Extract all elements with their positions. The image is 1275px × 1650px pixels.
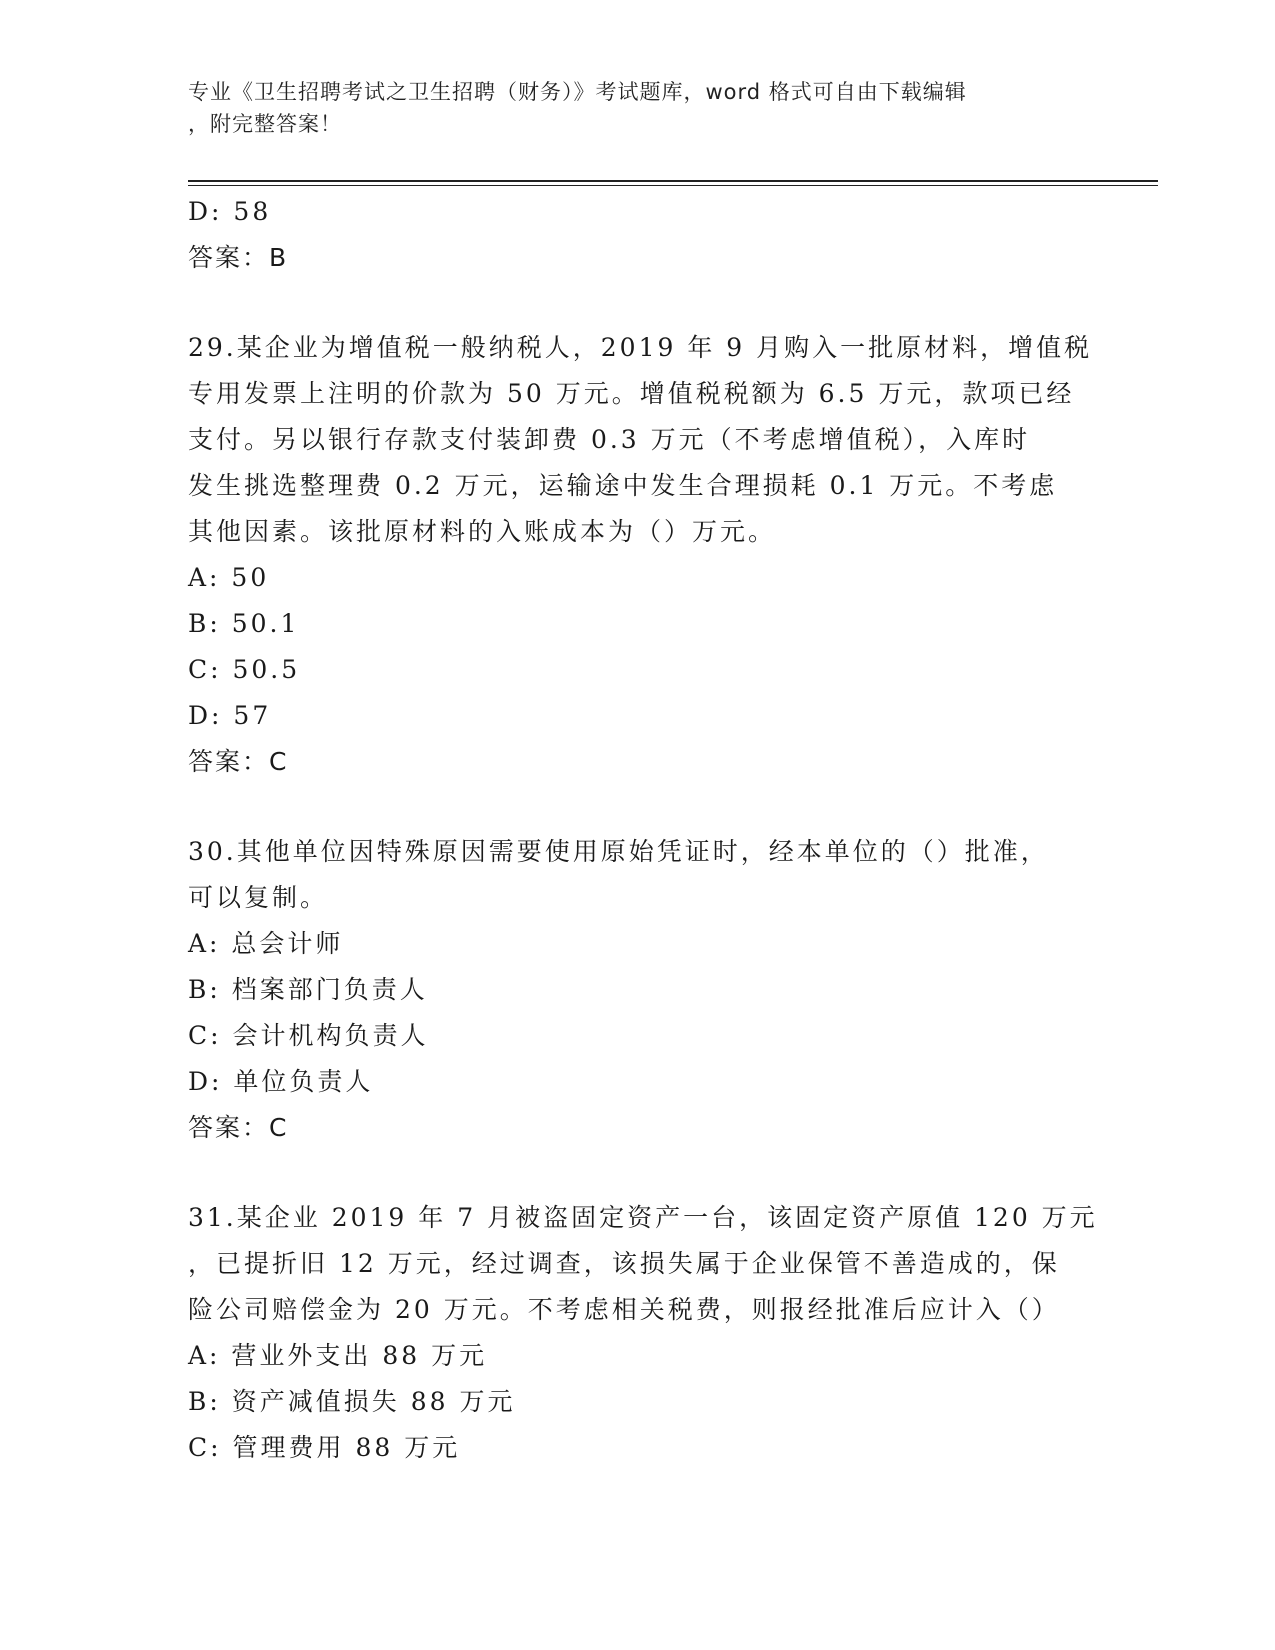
previous-question-tail: [188, 189, 1088, 281]
header-line-2: ，附完整答案！: [188, 112, 342, 136]
question-text-line: 发生挑选整理费 0.2 万元，运输途中发生合理损耗 0.1 万元。不考虑: [188, 471, 1058, 500]
option-c: C: 管理费用 88 万元: [188, 1433, 461, 1462]
question-text-line: 险公司赔偿金为 20 万元。不考虑相关税费，则报经批准后应计入（）: [188, 1295, 1060, 1324]
question-30: [188, 829, 1088, 1151]
header-line-1: 专业《卫生招聘考试之卫生招聘（财务）》考试题库，word 格式可自由下载编辑: [188, 80, 967, 104]
question-29: [188, 325, 1093, 785]
option-a: A: 总会计师: [188, 929, 344, 958]
answer-line: 答案：C: [188, 747, 289, 776]
option-b: B: 资产减值损失 88 万元: [188, 1387, 516, 1416]
option-d: D: 58: [188, 197, 272, 226]
question-text-line: 29.某企业为增值税一般纳税人，2019 年 9 月购入一批原材料，增值税: [188, 333, 1093, 362]
answer-line: 答案：B: [188, 243, 289, 272]
document-header: [188, 76, 1088, 140]
question-text-line: 30.其他单位因特殊原因需要使用原始凭证时，经本单位的（）批准，: [188, 837, 1049, 866]
question-text-line: 31.某企业 2019 年 7 月被盗固定资产一台，该固定资产原值 120 万元: [188, 1203, 1098, 1232]
answer-line: 答案：C: [188, 1113, 289, 1142]
question-31: [188, 1195, 1098, 1471]
header-divider-thick: [188, 180, 1158, 182]
option-b: B: 档案部门负责人: [188, 975, 428, 1004]
header-divider-thin: [188, 185, 1158, 186]
option-c: C: 会计机构负责人: [188, 1021, 429, 1050]
option-b: B: 50.1: [188, 609, 300, 638]
option-c: C: 50.5: [188, 655, 301, 684]
question-text-line: 专用发票上注明的价款为 50 万元。增值税税额为 6.5 万元，款项已经: [188, 379, 1075, 408]
question-text-line: 可以复制。: [188, 883, 329, 912]
option-d: D: 单位负责人: [188, 1067, 374, 1096]
question-text-line: ，已提折旧 12 万元，经过调查，该损失属于企业保管不善造成的，保: [188, 1249, 1060, 1278]
question-text-line: 其他因素。该批原材料的入账成本为（）万元。: [188, 517, 777, 546]
option-d: D: 57: [188, 701, 272, 730]
question-content: [188, 189, 1098, 1471]
question-text-line: 支付。另以银行存款支付装卸费 0.3 万元（不考虑增值税），入库时: [188, 425, 1031, 454]
option-a: A: 50: [188, 563, 270, 592]
option-a: A: 营业外支出 88 万元: [188, 1341, 488, 1370]
